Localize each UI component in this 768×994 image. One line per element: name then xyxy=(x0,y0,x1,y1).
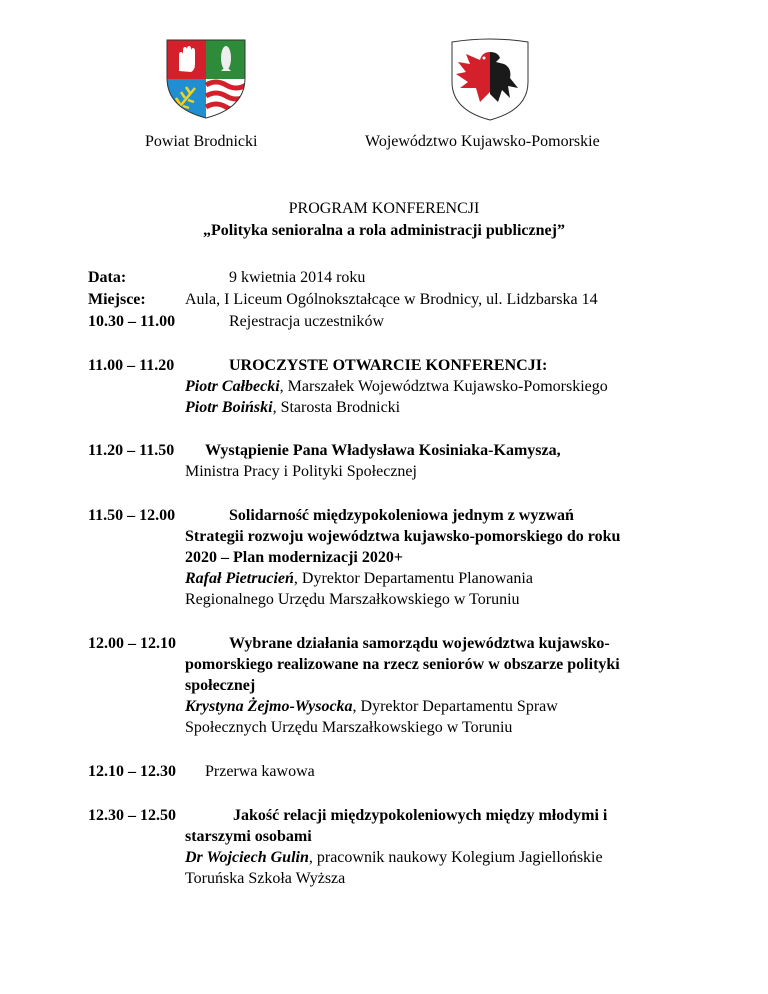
place-value: Aula, I Liceum Ogólnokształcące w Brodnicy, ul. Lidzbarska 14 xyxy=(185,291,598,308)
speaker-name: Piotr Boiński xyxy=(185,399,273,416)
agenda-title: Wystąpienie Pana Władysława Kosiniaka-Kamysza, xyxy=(205,442,561,459)
agenda-title-cont: 2020 – Plan modernizacji 2020+ xyxy=(185,549,403,566)
speaker-role-cont: Toruńska Szkoła Wyższa xyxy=(185,870,346,887)
conference-subtitle: „Polityka senioralna a rola administracji publicznej” xyxy=(203,222,565,239)
speaker-role-cont: Społecznych Urzędu Marszałkowskiego w Toruniu xyxy=(185,719,513,736)
page-title: PROGRAM KONFERENCJI xyxy=(288,200,480,217)
speaker-role: , Dyrektor Departamentu Spraw xyxy=(352,698,558,715)
left-crest-caption: Powiat Brodnicki xyxy=(145,133,258,150)
speaker-role-cont: Regionalnego Urzędu Marszałkowskiego w Toruniu xyxy=(185,591,520,608)
date-label: Data: xyxy=(88,269,127,286)
agenda-title: Wybrane działania samorządu województwa kujawsko- xyxy=(229,635,610,652)
speaker-name: Rafał Pietrucień xyxy=(185,570,294,587)
agenda-title: Przerwa kawowa xyxy=(205,763,315,780)
speaker-role: , Starosta Brodnicki xyxy=(272,399,401,416)
place-label: Miejsce: xyxy=(88,291,146,308)
date-value: 9 kwietnia 2014 roku xyxy=(229,269,366,286)
agenda-title-cont: społecznej xyxy=(185,677,256,694)
agenda-time: 12.00 – 12.10 xyxy=(88,635,176,652)
agenda-title: Solidarność międzypokoleniowa jednym z wyzwań xyxy=(229,507,574,524)
agenda-time: 12.30 – 12.50 xyxy=(88,807,176,824)
speaker-line xyxy=(185,697,558,717)
speaker-line xyxy=(185,848,603,868)
speaker-role: , Marszałek Województwa Kujawsko-Pomorskiego xyxy=(279,378,608,395)
agenda-time: 11.50 – 12.00 xyxy=(88,507,176,524)
agenda-title-cont: Strategii rozwoju województwa kujawsko-pomorskiego do roku xyxy=(185,528,621,545)
registration-text: Rejestracja uczestników xyxy=(229,313,385,330)
agenda-title: Jakość relacji międzypokoleniowych między młodymi i xyxy=(233,807,608,824)
speaker-name: Dr Wojciech Gulin xyxy=(185,849,309,866)
right-crest-caption: Województwo Kujawsko-Pomorskie xyxy=(365,133,600,150)
agenda-time: 11.20 – 11.50 xyxy=(88,442,175,459)
agenda-title-cont: starszymi osobami xyxy=(185,828,312,845)
agenda-time: 11.00 – 11.20 xyxy=(88,357,175,374)
speaker-line xyxy=(185,398,400,418)
agenda-title-cont: pomorskiego realizowane na rzecz seniorów w obszarze polityki xyxy=(185,656,620,673)
powiat-brodnicki-crest xyxy=(165,38,247,120)
agenda-time: 12.10 – 12.30 xyxy=(88,763,176,780)
speaker-role: , pracownik naukowy Kolegium Jagiellońskie xyxy=(308,849,603,866)
wojewodztwo-crest xyxy=(450,38,530,122)
agenda-detail: Ministra Pracy i Polityki Społecznej xyxy=(185,463,417,480)
registration-time: 10.30 – 11.00 xyxy=(88,313,176,330)
agenda-title: UROCZYSTE OTWARCIE KONFERENCJI: xyxy=(229,357,548,374)
speaker-name: Krystyna Żejmo-Wysocka xyxy=(185,698,353,715)
speaker-line xyxy=(185,377,608,397)
speaker-name: Piotr Całbecki xyxy=(185,378,280,395)
speaker-role: , Dyrektor Departamentu Planowania xyxy=(293,570,533,587)
speaker-line xyxy=(185,569,533,589)
